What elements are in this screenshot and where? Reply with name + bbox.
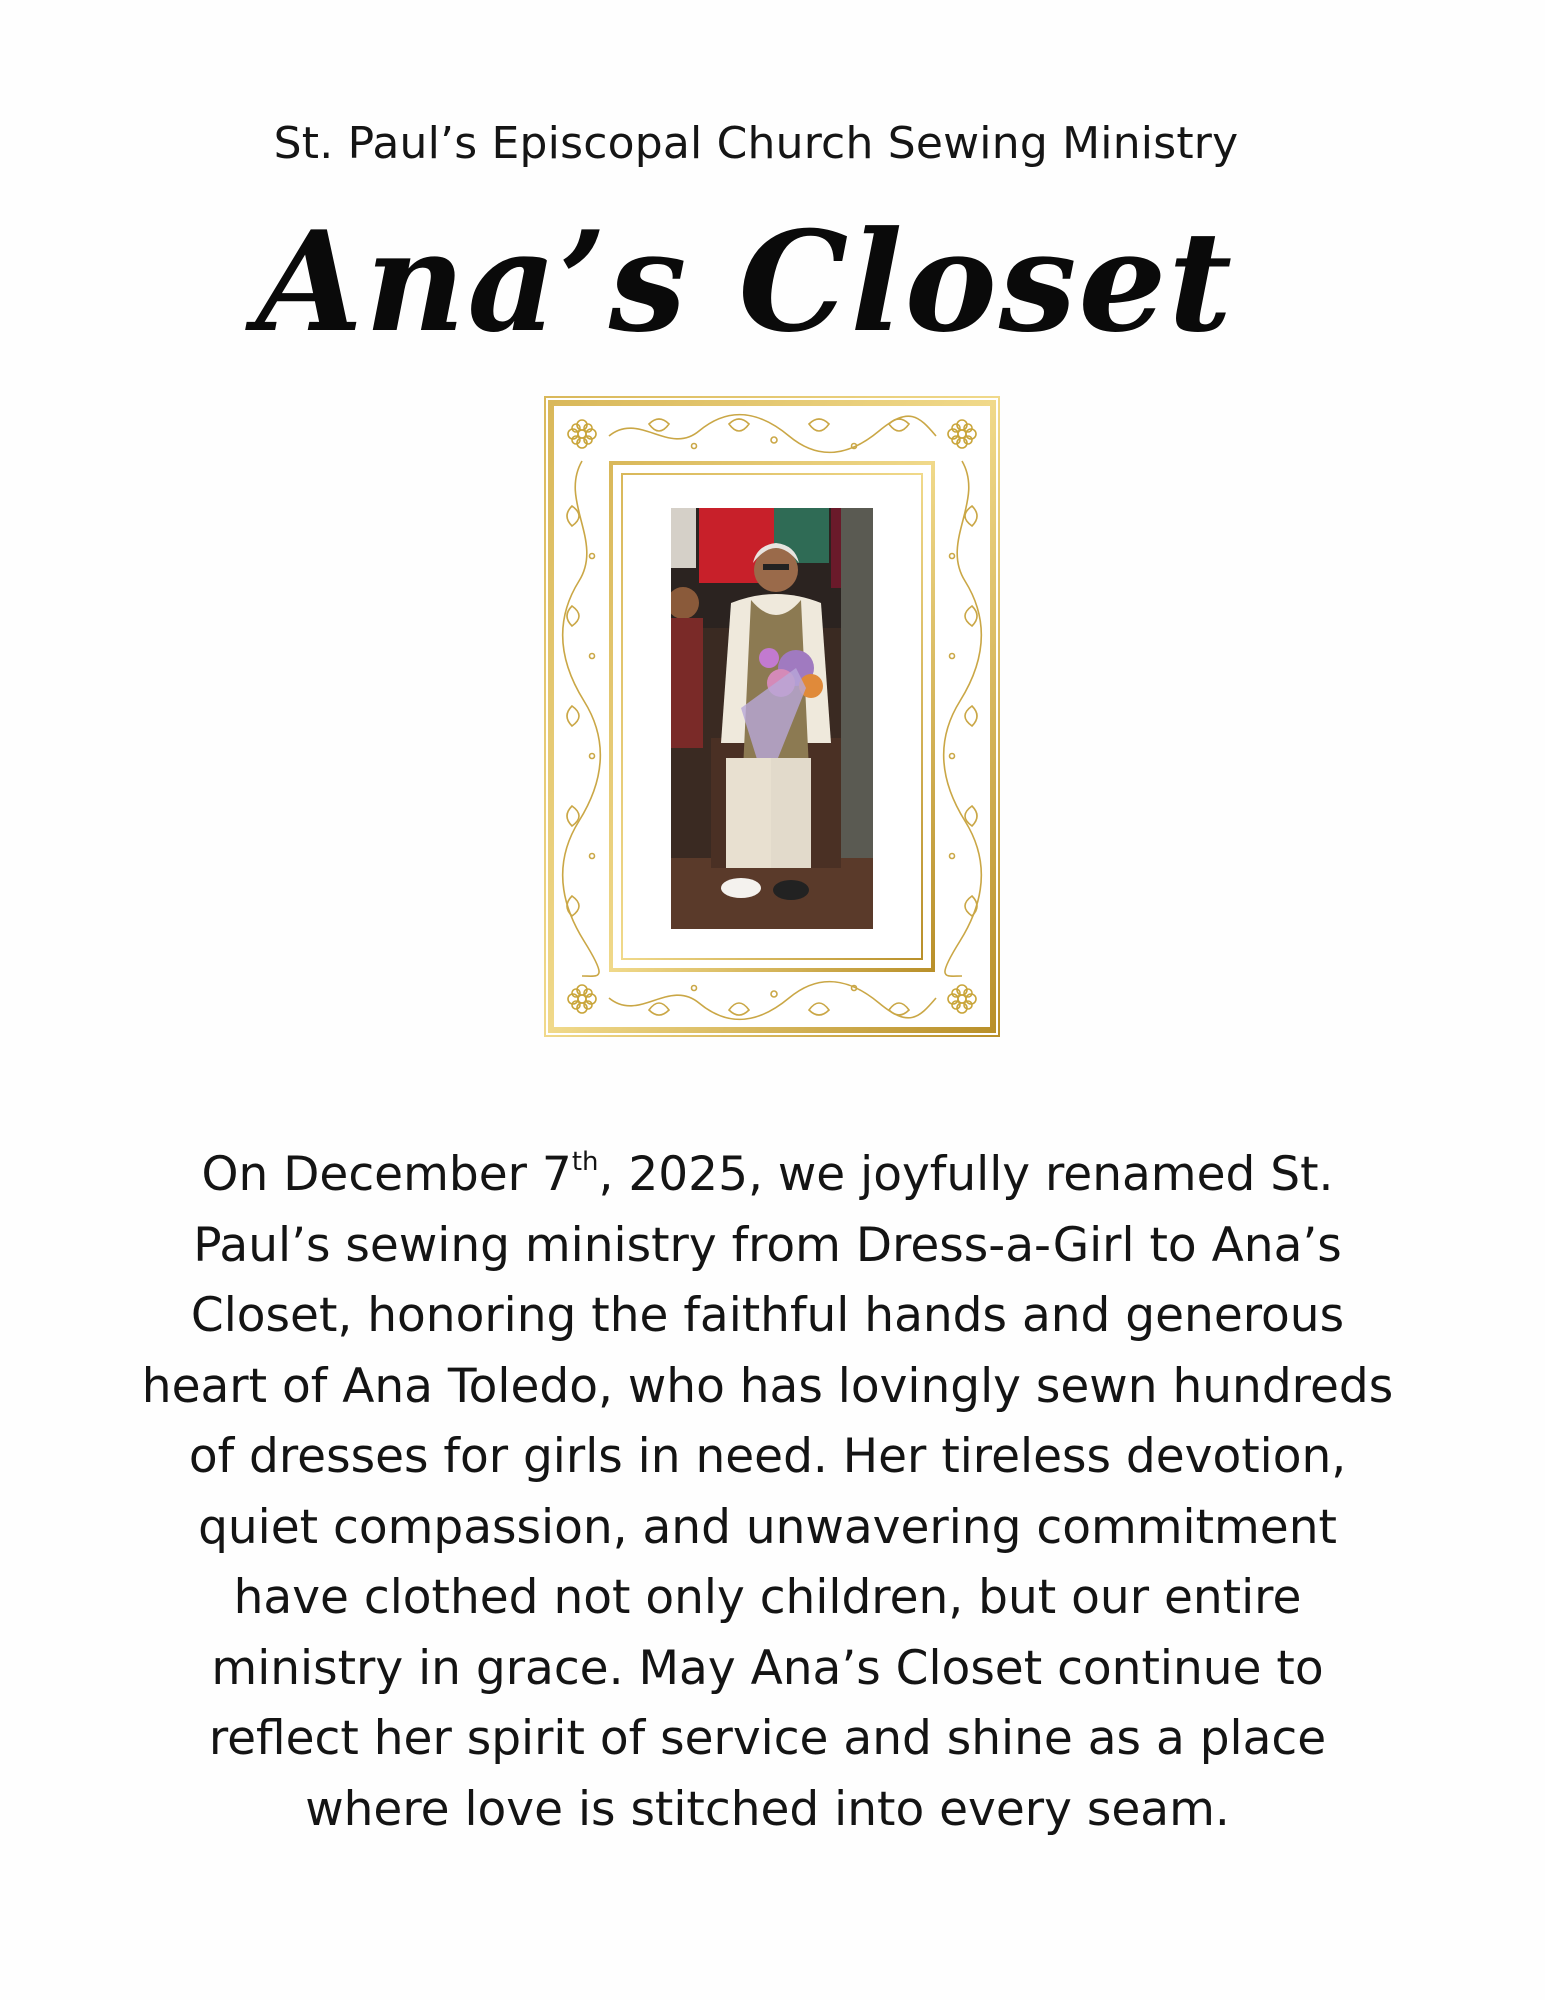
date-ordinal-suffix: th — [571, 1147, 599, 1177]
ministry-subtitle: St. Paul’s Episcopal Church Sewing Ministry — [273, 118, 1239, 169]
date-text: On December 7 — [201, 1147, 572, 1202]
dedication-paragraph — [140, 1140, 1395, 1845]
ana-toledo-photo — [671, 508, 873, 929]
dedication-text: , 2025, we joyfully renamed St. Paul’s sewing ministry from Dress-a-Girl to Ana’s Closet, honoring the faithful hands and generous heart of Ana Toledo, who has lovingly sewn hundreds of dresses for girls in need. Her tireless devotion, quiet compassion, and unwavering commitment have clothed not only children, but our entire ministry in grace. May Ana’s Closet continue to reflect her spirit of service and shine as a place where love is stitched into every seam. — [141, 1147, 1394, 1837]
page-title: Ana’s Closet — [255, 200, 1235, 363]
gold-ornamental-frame — [544, 396, 1000, 1037]
